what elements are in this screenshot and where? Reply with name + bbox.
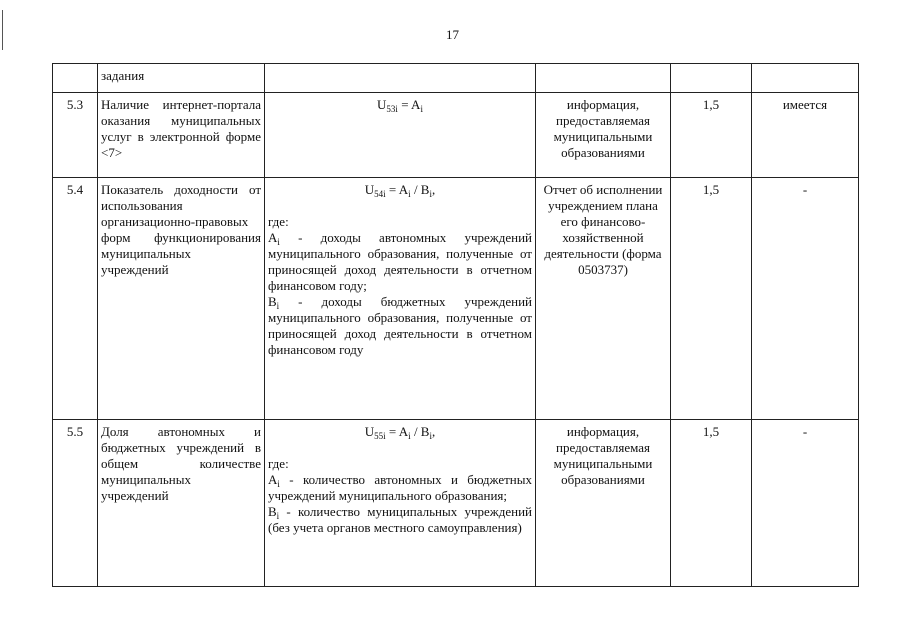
formula-rhs: = A: [385, 424, 409, 439]
source-cell: [536, 64, 671, 93]
weight-cell: 1,5: [671, 178, 752, 420]
formula-subscript: i: [408, 189, 411, 199]
table-row: [53, 178, 859, 420]
def-subscript: i: [276, 511, 280, 521]
row-number: 5.4: [53, 178, 98, 420]
def-symbol: A: [268, 230, 278, 245]
table-row: [53, 64, 859, 93]
formula-subscript: i: [408, 431, 411, 441]
formula-end: ,: [432, 424, 436, 439]
formula-rhs: = A: [397, 97, 421, 112]
def-text: - доходы бюджетных учреждений муниципального образования, полученные от приносящей доход деятельности в отчетном финансовом году: [268, 294, 532, 357]
formula: [268, 182, 532, 198]
source-cell: Отчет об исполнении учреждением плана его финансово-хозяйственной деятельности (форма 0503737): [536, 178, 671, 420]
formula-subscript: i: [429, 431, 432, 441]
formula-subscript: i: [429, 189, 432, 199]
formula-symbol: U: [377, 97, 387, 112]
table-row: [53, 420, 859, 587]
formula-rhs: / B: [410, 182, 430, 197]
def-text: - количество автономных и бюджетных учреждений муниципального образования;: [268, 472, 532, 503]
def-subscript: i: [276, 301, 280, 311]
def-subscript: i: [277, 479, 280, 489]
definition-b: [268, 294, 532, 358]
value-cell: [752, 64, 859, 93]
formula-subscript: 54i: [374, 189, 386, 199]
indicator-name: задания: [98, 64, 265, 93]
indicator-name: Показатель доходности от использования организационно-правовых форм функционирования муниципальных учреждений: [98, 178, 265, 420]
row-number: 5.5: [53, 420, 98, 587]
row-number: 5.3: [53, 93, 98, 178]
formula-rhs: / B: [410, 424, 430, 439]
source-cell: информация, предоставляемая муниципальными образованиями: [536, 420, 671, 587]
where-label: где:: [268, 456, 289, 471]
def-text: - количество муниципальных учреждений (без учета органов местного самоуправления): [268, 504, 532, 535]
formula-cell: [265, 64, 536, 93]
def-subscript: i: [277, 237, 280, 247]
value-cell: -: [752, 420, 859, 587]
definition-b: [268, 504, 532, 536]
formula-symbol: U: [364, 424, 375, 439]
formula-end: ,: [432, 182, 436, 197]
formula-cell: [265, 420, 536, 587]
row-number: [53, 64, 98, 93]
def-symbol: B: [268, 294, 277, 309]
source-cell: информация, предоставляемая муниципальными образованиями: [536, 93, 671, 178]
value-cell: имеется: [752, 93, 859, 178]
def-text: - доходы автономных учреждений муниципального образования, полученные от приносящей доход деятельности в отчетном финансовом году;: [268, 230, 532, 293]
formula-subscript: 53i: [386, 104, 398, 114]
formula-cell: [265, 178, 536, 420]
formula: [268, 424, 532, 440]
weight-cell: [671, 64, 752, 93]
formula-cell: [265, 93, 536, 178]
weight-cell: 1,5: [671, 93, 752, 178]
def-symbol: A: [268, 472, 278, 487]
formula: [268, 97, 532, 113]
formula-subscript: i: [420, 104, 423, 114]
indicator-table: [52, 63, 859, 587]
formula-subscript: 55i: [374, 431, 386, 441]
indicator-name: Наличие интернет-портала оказания муниципальных услуг в электронной форме <7>: [98, 93, 265, 178]
def-symbol: B: [268, 504, 277, 519]
value-cell: -: [752, 178, 859, 420]
definition-a: [268, 230, 532, 294]
where-label: где:: [268, 214, 289, 229]
page-number: 17: [446, 27, 459, 42]
weight-cell: 1,5: [671, 420, 752, 587]
formula-rhs: = A: [385, 182, 409, 197]
table-row: [53, 93, 859, 178]
formula-symbol: U: [364, 182, 375, 197]
indicator-name: Доля автономных и бюджетных учреждений в общем количестве муниципальных учреждений: [98, 420, 265, 587]
definition-a: [268, 472, 532, 504]
